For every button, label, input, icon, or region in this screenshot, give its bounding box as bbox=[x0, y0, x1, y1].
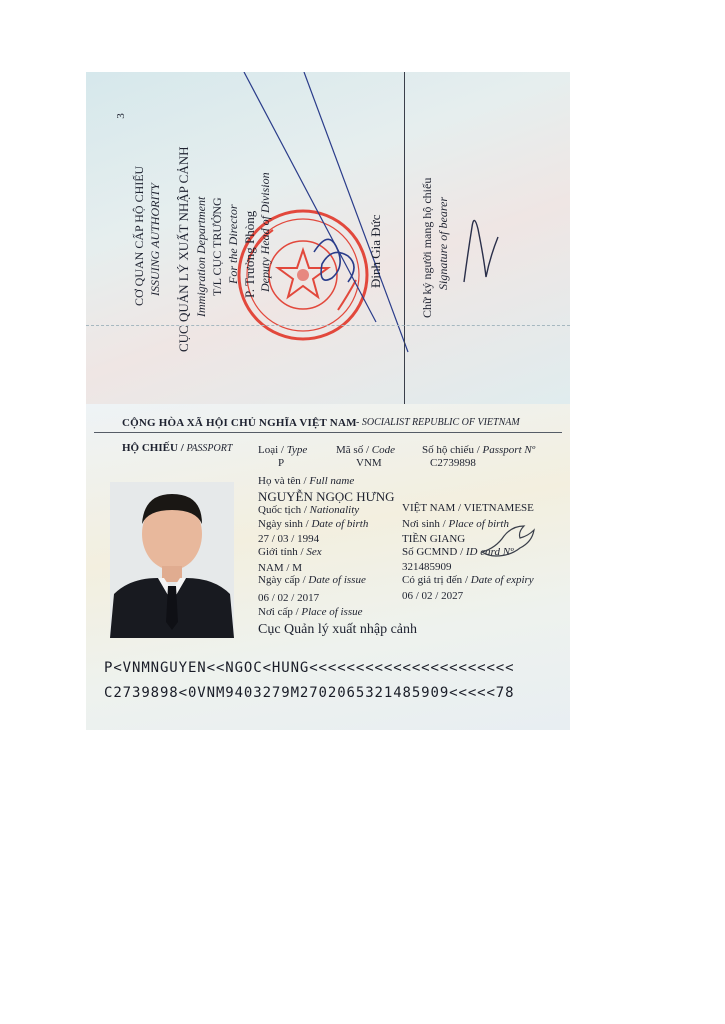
bearer-signature-label-en: Signature of bearer bbox=[436, 196, 450, 290]
pob-label: Nơi sinh / Place of birth bbox=[402, 518, 509, 530]
issue-date-label-en: Date of issue bbox=[308, 574, 366, 586]
place-of-issue-label-vi: Nơi cấp bbox=[258, 606, 293, 618]
sex-value: NAM / M bbox=[258, 562, 303, 574]
name-label-vi: Họ và tên bbox=[258, 475, 301, 487]
sex-label: Giới tính / Sex bbox=[258, 546, 322, 558]
issuing-authority-vi: CƠ QUAN CẤP HỘ CHIẾU bbox=[132, 165, 146, 306]
pob-value: TIỀN GIANG bbox=[402, 533, 466, 545]
name-label-en: Full name bbox=[309, 475, 355, 487]
expiry-date-value: 06 / 02 / 2027 bbox=[402, 590, 464, 602]
director-title-en: For the Director bbox=[226, 204, 240, 284]
sex-label-vi: Giới tính bbox=[258, 546, 298, 558]
id-label-en: ID card Nº bbox=[465, 546, 514, 558]
bearer-signature-label-vi: Chữ ký người mang hộ chiếu bbox=[420, 177, 434, 318]
header-title-en-text: SOCIALIST REPUBLIC OF VIETNAM bbox=[361, 417, 520, 428]
nationality-value: VIỆT NAM / VIETNAMESE bbox=[402, 502, 534, 514]
expiry-date-label-en: Date of expiry bbox=[470, 574, 534, 586]
director-title-vi: T/L CỤC TRƯỞNG bbox=[210, 197, 224, 296]
passport-label-vi: HỘ CHIẾU bbox=[122, 442, 178, 454]
id-label: Số GCMND / ID card Nº bbox=[402, 546, 514, 558]
expiry-date-label: Có giá trị đến / Date of expiry bbox=[402, 574, 534, 586]
nationality-label: Quốc tịch / Nationality bbox=[258, 504, 360, 516]
code-value: VNM bbox=[356, 457, 382, 469]
type-label-vi: Loại bbox=[258, 444, 279, 456]
passport-number-value: C2739898 bbox=[430, 457, 476, 469]
code-label-en: Code bbox=[371, 444, 395, 456]
type-label-en: Type bbox=[286, 444, 308, 456]
header-title-vi: CỘNG HÒA XÃ HỘI CHỦ NGHĨA VIỆT NAM bbox=[122, 417, 357, 429]
type-value: P bbox=[278, 457, 285, 469]
id-label-vi: Số GCMND bbox=[402, 546, 458, 558]
nationality-label-en: Nationality bbox=[309, 504, 360, 516]
dob-value: 27 / 03 / 1994 bbox=[258, 533, 320, 545]
header-title-en: - SOCIALIST REPUBLIC OF VIETNAM bbox=[356, 417, 520, 428]
id-value: 321485909 bbox=[402, 561, 452, 573]
pob-label-vi: Nơi sinh bbox=[402, 518, 440, 530]
passport-scan bbox=[86, 72, 570, 730]
issue-date-label-vi: Ngày cấp bbox=[258, 574, 300, 586]
holder-photo bbox=[110, 482, 234, 638]
observations-page bbox=[86, 72, 570, 404]
passport-number-label-vi: Số hộ chiếu bbox=[422, 444, 474, 456]
deputy-title-vi: P. Trưởng Phòng bbox=[242, 210, 257, 298]
issuing-department-vi: CỤC QUẢN LÝ XUẤT NHẬP CẢNH bbox=[176, 146, 191, 352]
header-rule bbox=[94, 432, 562, 433]
portrait-icon bbox=[110, 482, 234, 638]
bearer-signature-icon bbox=[454, 202, 504, 292]
code-label: Mã số / Code bbox=[336, 444, 395, 456]
passport-label: HỘ CHIẾU / PASSPORT bbox=[122, 442, 233, 454]
dob-label: Ngày sinh / Date of birth bbox=[258, 518, 369, 530]
passport-label-en: PASSPORT bbox=[186, 443, 233, 454]
mrz-line-2: C2739898<0VNM9403279M2702065321485909<<<<<78 bbox=[104, 685, 515, 701]
nationality-label-vi: Quốc tịch bbox=[258, 504, 302, 516]
page-number: 3 bbox=[114, 113, 127, 119]
mrz-line-1: P<VNMNGUYEN<<NGOC<HUNG<<<<<<<<<<<<<<<<<<<<<< bbox=[104, 660, 515, 676]
passport-number-label-en: Passport Nº bbox=[482, 444, 536, 456]
issue-date-value: 06 / 02 / 2017 bbox=[258, 592, 320, 604]
place-of-issue-label: Nơi cấp / Place of issue bbox=[258, 606, 363, 618]
passport-number-label: Số hộ chiếu / Passport Nº bbox=[422, 444, 536, 456]
sex-label-en: Sex bbox=[306, 546, 322, 558]
place-of-issue-value: Cục Quản lý xuất nhập cảnh bbox=[258, 622, 418, 637]
data-page bbox=[86, 404, 570, 730]
issuing-department-en: Immigration Department bbox=[194, 196, 208, 317]
expiry-date-label-vi: Có giá trị đến bbox=[402, 574, 463, 586]
pob-label-en: Place of birth bbox=[448, 518, 509, 530]
deputy-title-en: Deputy Head of Division bbox=[258, 172, 272, 292]
issuing-authority-en: ISSUING AUTHORITY bbox=[148, 183, 162, 296]
code-label-vi: Mã số bbox=[336, 444, 364, 456]
dove-icon bbox=[478, 522, 538, 566]
dob-label-en: Date of birth bbox=[311, 518, 369, 530]
name-value: NGUYỄN NGỌC HƯNG bbox=[258, 489, 395, 504]
dob-label-vi: Ngày sinh bbox=[258, 518, 303, 530]
type-label: Loại / Type bbox=[258, 444, 308, 456]
issue-date-label: Ngày cấp / Date of issue bbox=[258, 574, 366, 586]
signer-name: Đinh Gia Đức bbox=[368, 214, 383, 288]
name-label: Họ và tên / Full name bbox=[258, 475, 355, 487]
page-curve bbox=[86, 325, 570, 356]
place-of-issue-label-en: Place of issue bbox=[301, 606, 363, 618]
